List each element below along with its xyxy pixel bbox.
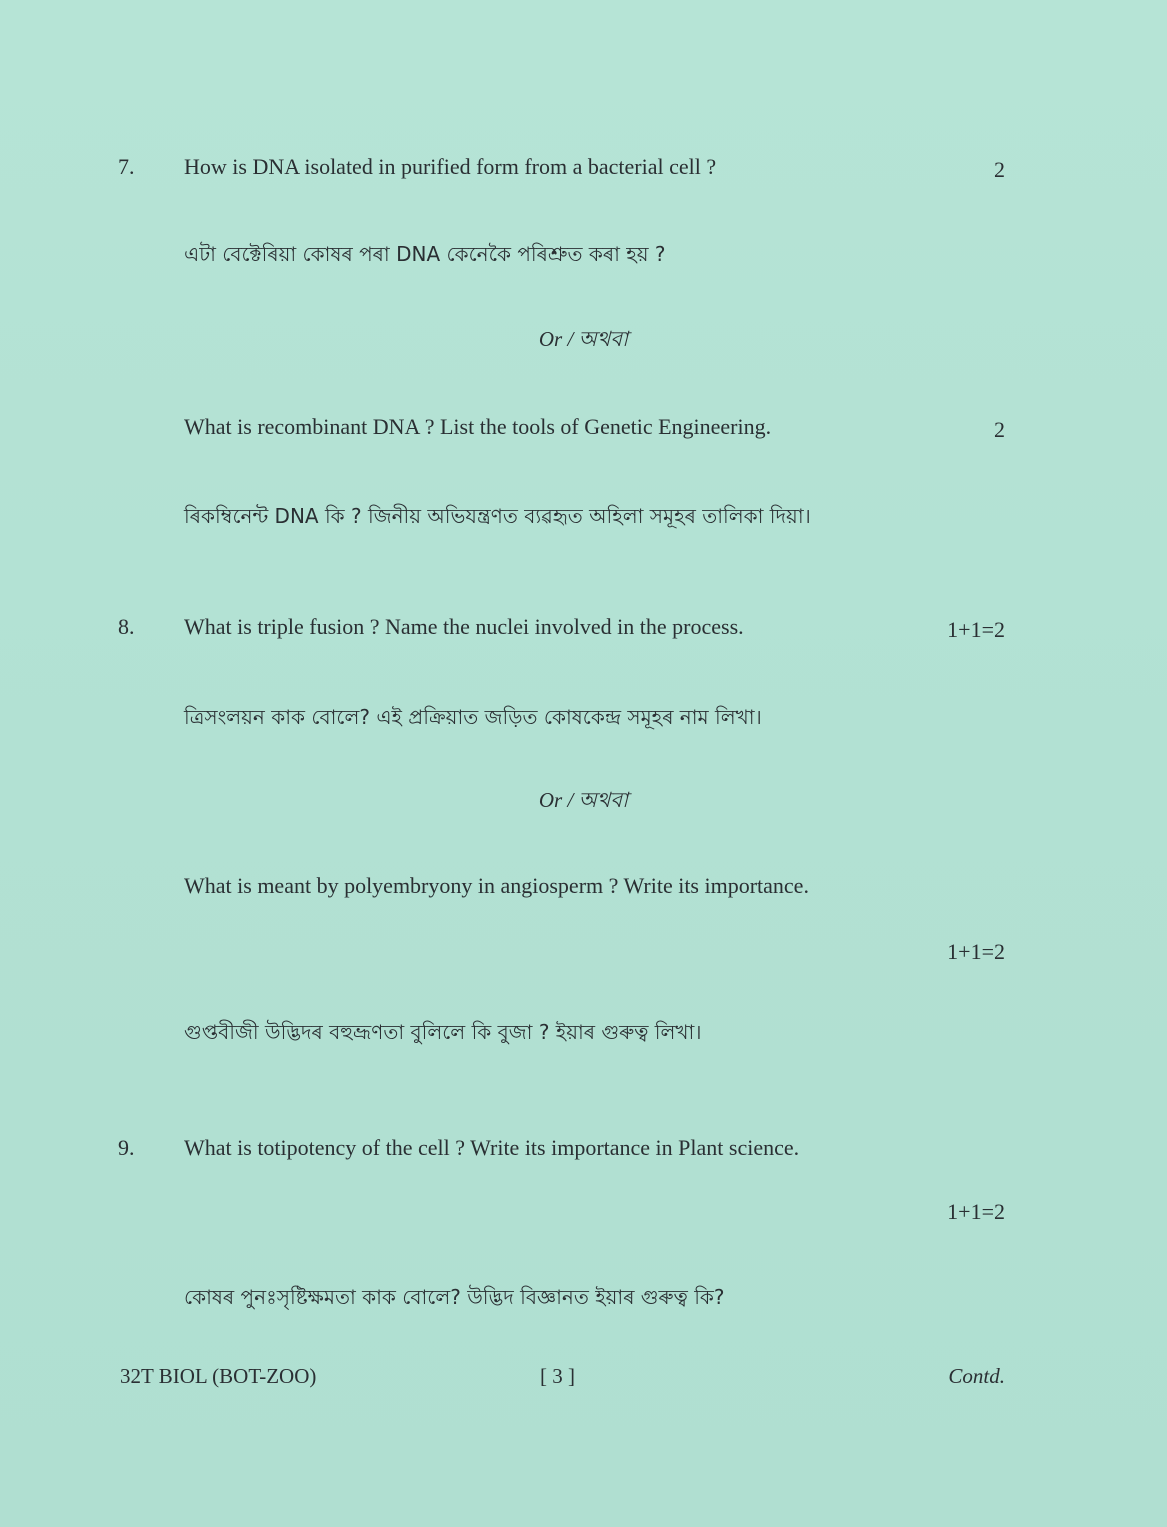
question-8-text: What is triple fusion ? Name the nuclei involved in the process. bbox=[184, 614, 744, 639]
footer-page-number: [ 3 ] bbox=[540, 1364, 575, 1388]
question-7-bengali: এটা বেক্টেৰিয়া কোষৰ পৰা DNA কেনেকৈ পৰিশ্ৰুত কৰা হয় ? bbox=[184, 242, 666, 266]
question-8-alt-bengali: গুপ্তবীজী উদ্ভিদৰ বহুভ্ৰূণতা বুলিলে কি বুজা ? ইয়াৰ গুৰুত্ব লিখা। bbox=[184, 1020, 702, 1044]
question-8-marks: 1+1=2 bbox=[947, 617, 1005, 642]
question-7-alt-bengali: ৰিকম্বিনেন্ট DNA কি ? জিনীয় অভিযন্ত্ৰণত ব্যৱহৃত অহিলা সমূহৰ তালিকা দিয়া। bbox=[184, 504, 811, 528]
footer-continued: Contd. bbox=[948, 1364, 1005, 1388]
footer-exam-code: 32T BIOL (BOT-ZOO) bbox=[120, 1364, 317, 1388]
question-8-alt-marks: 1+1=2 bbox=[947, 939, 1005, 964]
question-9-number: 9. bbox=[118, 1135, 135, 1160]
question-9-bengali: কোষৰ পুনঃসৃষ্টিক্ষমতা কাক বোলে? উদ্ভিদ বিজ্ঞানত ইয়াৰ গুৰুত্ব কি? bbox=[184, 1285, 725, 1309]
question-7-marks: 2 bbox=[994, 157, 1005, 182]
question-8-alt-text: What is meant by polyembryony in angiosperm ? Write its importance. bbox=[184, 873, 809, 898]
question-8-or-label: Or / অথবা bbox=[538, 788, 629, 812]
question-9-marks: 1+1=2 bbox=[947, 1199, 1005, 1224]
question-8-bengali: ত্ৰিসংলয়ন কাক বোলে? এই প্ৰক্ৰিয়াত জড়িত কোষকেন্দ্ৰ সমূহৰ নাম লিখা। bbox=[184, 705, 762, 729]
question-7-text: How is DNA isolated in purified form from a bacterial cell ? bbox=[184, 154, 717, 179]
question-7-alt-marks: 2 bbox=[994, 417, 1005, 442]
question-7-number: 7. bbox=[118, 154, 135, 179]
question-7-alt-text: What is recombinant DNA ? List the tools of Genetic Engineering. bbox=[184, 414, 772, 439]
question-7-or-label: Or / অথবা bbox=[538, 327, 629, 351]
question-9-text: What is totipotency of the cell ? Write its importance in Plant science. bbox=[184, 1135, 800, 1160]
question-8-number: 8. bbox=[118, 614, 135, 639]
